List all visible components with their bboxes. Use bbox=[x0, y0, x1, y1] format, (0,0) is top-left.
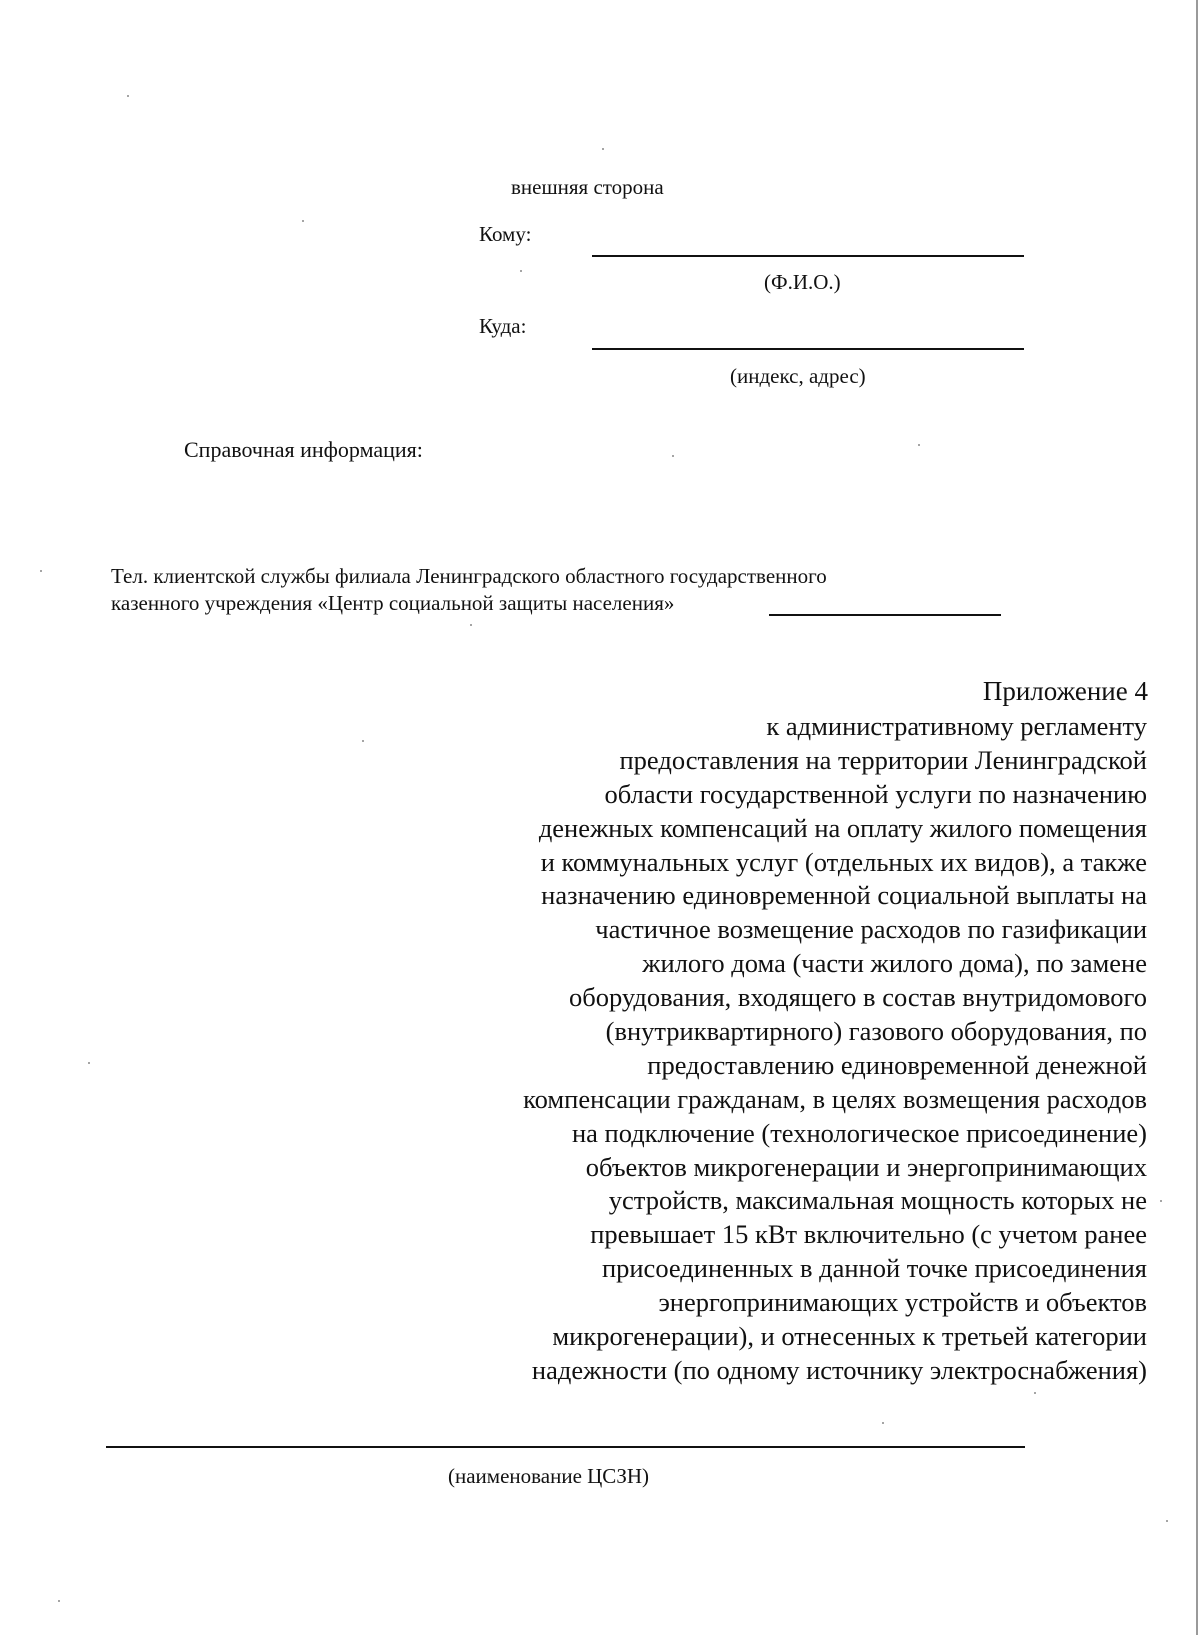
appendix-line: предоставлению единовременной денежной bbox=[647, 1049, 1147, 1080]
reference-info-label: Справочная информация: bbox=[184, 437, 423, 462]
scan-speck bbox=[58, 1600, 60, 1602]
scan-speck bbox=[470, 624, 472, 626]
outer-side-label: внешняя сторона bbox=[511, 175, 664, 199]
appendix-line: (внутриквартирного) газового оборудования, по bbox=[605, 1016, 1147, 1047]
scan-speck bbox=[882, 1422, 884, 1424]
appendix-line: частичное возмещение расходов по газификации bbox=[595, 914, 1147, 945]
scan-speck bbox=[302, 220, 304, 222]
appendix-line: на подключение (технологическое присоединение) bbox=[571, 1117, 1147, 1148]
appendix-line: области государственной услуги по назначению bbox=[604, 778, 1147, 809]
appendix-line: жилого дома (части жилого дома), по замене bbox=[642, 948, 1147, 979]
appendix-line: компенсации гражданам, в целях возмещения расходов bbox=[523, 1083, 1147, 1114]
scan-edge bbox=[1196, 0, 1198, 1635]
appendix-line: денежных компенсаций на оплату жилого помещения bbox=[538, 812, 1147, 843]
appendix-title: Приложение 4 bbox=[982, 676, 1148, 706]
fio-caption: (Ф.И.О.) bbox=[764, 270, 841, 294]
scan-speck bbox=[520, 270, 522, 272]
appendix-line: энергопринимающих устройств и объектов bbox=[658, 1287, 1147, 1318]
scan-speck bbox=[40, 570, 42, 572]
phone-line-2: казенного учреждения «Центр социальной защиты населения» bbox=[111, 591, 675, 615]
appendix-line: объектов микрогенерации и энергопринимающих bbox=[585, 1151, 1147, 1182]
phone-line-1: Тел. клиентской службы филиала Ленинградского областного государственного bbox=[111, 564, 827, 588]
appendix-line: превышает 15 кВт включительно (с учетом ранее bbox=[590, 1219, 1147, 1250]
scan-speck bbox=[602, 148, 604, 150]
scan-speck bbox=[127, 95, 129, 97]
csszn-caption: (наименование ЦСЗН) bbox=[448, 1464, 649, 1488]
appendix-line: устройств, максимальная мощность которых не bbox=[608, 1185, 1147, 1216]
where-label: Куда: bbox=[479, 314, 527, 338]
appendix-line: к административному регламенту bbox=[766, 711, 1147, 741]
appendix-line: надежности (по одному источнику электроснабжения) bbox=[531, 1354, 1147, 1385]
scan-speck bbox=[362, 740, 364, 742]
appendix-line: предоставления на территории Ленинградской bbox=[619, 744, 1147, 775]
recipient-name-line bbox=[592, 255, 1024, 257]
appendix-line: и коммунальных услуг (отдельных их видов), а также bbox=[540, 846, 1147, 877]
scan-speck bbox=[1160, 1200, 1162, 1202]
scan-speck bbox=[88, 1062, 90, 1064]
recipient-address-line bbox=[592, 348, 1024, 350]
scan-speck bbox=[918, 444, 920, 446]
to-label: Кому: bbox=[479, 222, 532, 246]
scan-speck bbox=[1166, 1520, 1168, 1522]
scan-speck bbox=[672, 455, 674, 457]
scan-speck bbox=[1034, 1392, 1036, 1394]
appendix-line: микрогенерации), и отнесенных к третьей категории bbox=[552, 1321, 1147, 1352]
csszn-name-line bbox=[106, 1446, 1025, 1448]
appendix-line: присоединенных в данной точке присоединения bbox=[601, 1253, 1147, 1284]
appendix-description bbox=[447, 710, 1147, 1388]
appendix-line: назначению единовременной социальной выплаты на bbox=[541, 880, 1147, 911]
phone-number-line bbox=[769, 614, 1001, 616]
address-caption: (индекс, адрес) bbox=[730, 364, 866, 388]
appendix-line: оборудования, входящего в состав внутридомового bbox=[568, 982, 1147, 1013]
